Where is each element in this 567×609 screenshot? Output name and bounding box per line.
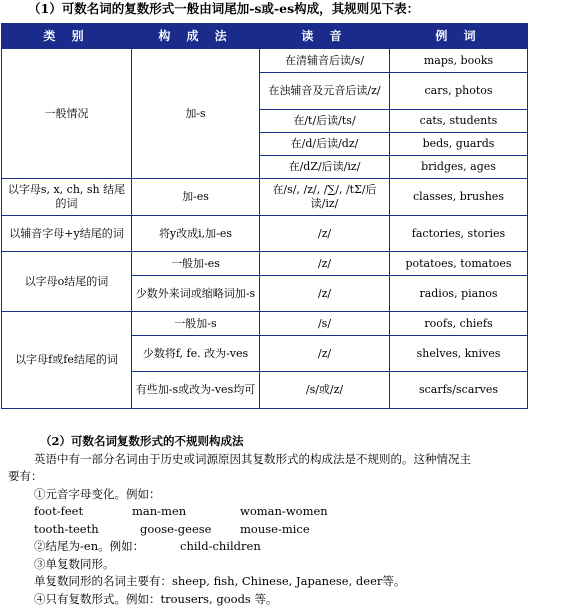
category-cell: 以辅音字母+y结尾的词 xyxy=(2,216,132,252)
example-word: goose-geese xyxy=(140,521,212,536)
method-cell: 一般加-es xyxy=(132,252,260,276)
section2-title: （2）可数名词复数形式的不规则构成法 xyxy=(40,434,244,448)
pron-cell: /z/ xyxy=(260,336,390,372)
example-cell: classes, brushes xyxy=(390,179,528,216)
header-method: 构 成 法 xyxy=(132,24,260,49)
example-cell: bridges, ages xyxy=(390,156,528,179)
example-cell: cats, students xyxy=(390,110,528,133)
pron-cell: 在清辅音后读/s/ xyxy=(260,49,390,73)
category-cell: 以字母f或fe结尾的词 xyxy=(2,312,132,409)
method-cell: 少数外来词或缩略词加-s xyxy=(132,276,260,312)
pron-cell: /s/或/z/ xyxy=(260,372,390,409)
example-word: child-children xyxy=(180,539,261,553)
method-cell: 将y改成i,加-es xyxy=(132,216,260,252)
intro-text-line1: 英语中有一部分名词由于历史或词源原因其复数形式的构成法是不规则的。这种情况主 xyxy=(34,451,471,466)
table-row xyxy=(2,312,528,336)
pron-cell: 在/d/后读/dz/ xyxy=(260,133,390,156)
example-word: tooth-teeth xyxy=(34,521,99,536)
pron-cell: /s/ xyxy=(260,312,390,336)
intro-text-line2: 要有： xyxy=(8,469,43,483)
examples-row-2 xyxy=(0,521,567,539)
table-row xyxy=(2,49,528,73)
example-cell: maps, books xyxy=(390,49,528,73)
header-pronunciation: 读 音 xyxy=(260,24,390,49)
method-cell: 一般加-s xyxy=(132,312,260,336)
table-row xyxy=(2,252,528,276)
example-cell: factories, stories xyxy=(390,216,528,252)
method-cell: 有些加-s或改为-ves均可 xyxy=(132,372,260,409)
pron-cell: /z/ xyxy=(260,216,390,252)
example-word: woman-women xyxy=(240,504,328,518)
item-vowel-change: ①元音字母变化。例如： xyxy=(34,486,161,501)
item-same-form-detail: 单复数同形的名词主要有：sheep, fish, Chinese, Japanese, deer等。 xyxy=(34,574,406,588)
section2 xyxy=(0,433,567,608)
item-en-ending-label: ②结尾为-en。例如： xyxy=(34,539,145,553)
example-word: foot-feet xyxy=(34,504,84,518)
method-cell: 少数将f, fe. 改为-ves xyxy=(132,336,260,372)
item-plural-only: ④只有复数形式。例如：trousers, goods 等。 xyxy=(34,591,278,606)
example-cell: cars, photos xyxy=(390,73,528,110)
pron-cell: 在/dZ/后读/iz/ xyxy=(260,156,390,179)
category-cell: 一般情况 xyxy=(2,49,132,179)
table-row xyxy=(2,216,528,252)
method-cell: 加-es xyxy=(132,179,260,216)
example-cell: scarfs/scarves xyxy=(390,372,528,409)
item-en-ending xyxy=(0,538,567,556)
example-cell: potatoes, tomatoes xyxy=(390,252,528,276)
pron-cell: /z/ xyxy=(260,252,390,276)
table-header-row xyxy=(2,24,528,49)
example-cell: roofs, chiefs xyxy=(390,312,528,336)
example-word: man-men xyxy=(132,504,187,518)
example-cell: radios, pianos xyxy=(390,276,528,312)
example-cell: beds, guards xyxy=(390,133,528,156)
example-word: mouse-mice xyxy=(240,521,310,536)
header-category: 类 别 xyxy=(2,24,132,49)
header-examples: 例 词 xyxy=(390,24,528,49)
pron-cell: 在浊辅音及元音后读/z/ xyxy=(260,73,390,110)
pron-cell: 在/t/后读/ts/ xyxy=(260,110,390,133)
plural-rules-table xyxy=(1,23,528,409)
pron-cell: 在/s/, /z/, /∑/, /tΣ/后读/iz/ xyxy=(260,179,390,216)
category-cell: 以字母o结尾的词 xyxy=(2,252,132,312)
example-cell: shelves, knives xyxy=(390,336,528,372)
pron-cell: /z/ xyxy=(260,276,390,312)
item-same-form: ③单复数同形。 xyxy=(34,556,115,571)
method-cell: 加-s xyxy=(132,49,260,179)
table-row xyxy=(2,179,528,216)
category-cell: 以字母s, x, ch, sh 结尾的词 xyxy=(2,179,132,216)
section1-heading: （1）可数名词的复数形式一般由词尾加-s或-es构成，其规则见下表： xyxy=(28,1,420,16)
examples-row-1 xyxy=(0,503,567,521)
